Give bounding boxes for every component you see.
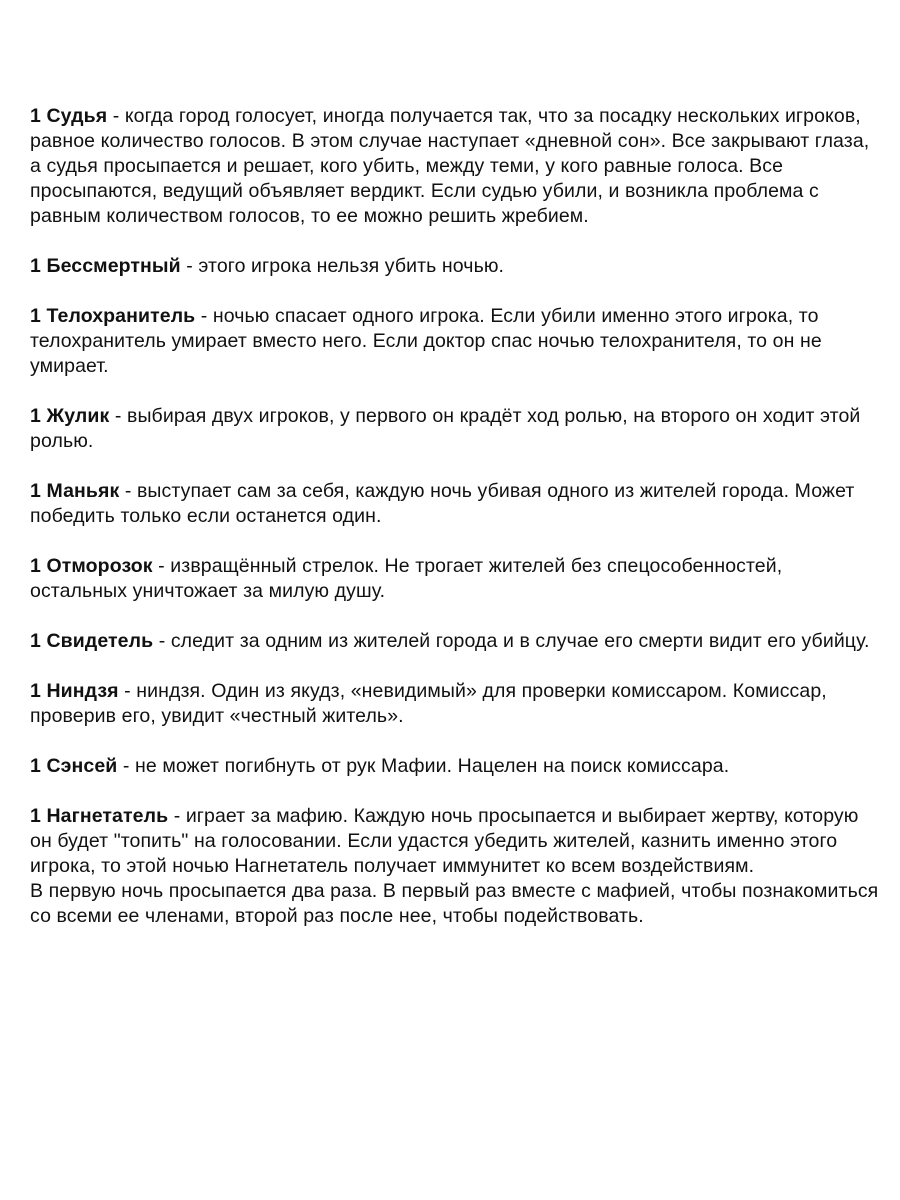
role-description: извращённый стрелок. Не трогает жителей без спецособенностей, остальных уничтожает за милую душу.: [30, 555, 783, 602]
role-title: 1 Судья: [30, 105, 108, 127]
role-description: ниндзя. Один из якудз, «невидимый» для проверки комиссаром. Комиссар, проверив его, увидит «честный житель».: [30, 680, 827, 727]
role-paragraph: 1 Судья - когда город голосует, иногда получается так, что за посадку нескольких игроков, равное количество голосов. В этом случае наступает «дневной сон». Все закрывают глаза, а судья просыпается и решает, кого убить, между теми, у кого равные голоса. Все просыпаются, ведущий объявляет вердикт. Если судью убили, и возникла проблема с равным количеством голосов, то ее можно решить жребием.: [30, 105, 870, 227]
role-title: 1 Отморозок: [30, 555, 153, 577]
role-title: 1 Жулик: [30, 405, 110, 427]
role-description: когда город голосует, иногда получается так, что за посадку нескольких игроков, равное количество голосов. В этом случае наступает «дневной сон». Все закрывают глаза, а судья просыпается и решает, кого убить, между теми, у кого равные голоса. Все просыпаются, ведущий объявляет вердикт. Если судью убили, и возникла проблема с равным количеством голосов, то ее можно решить жребием.: [30, 105, 870, 227]
role-entry-witness: [30, 629, 880, 654]
role-title: 1 Маньяк: [30, 480, 120, 502]
role-paragraph: 1 Телохранитель - ночью спасает одного игрока. Если убили именно этого игрока, то телохранитель умирает вместо него. Если доктор спас ночью телохранителя, то он не умирает.: [30, 305, 822, 377]
role-extra-note: В первую ночь просыпается два раза. В первый раз вместе с мафией, чтобы познакомиться со всеми ее членами, второй раз после нее, чтобы подействовать.: [30, 880, 879, 927]
role-title: 1 Телохранитель: [30, 305, 196, 327]
role-entry-ninja: [30, 679, 880, 729]
role-title: 1 Сэнсей: [30, 755, 118, 777]
role-paragraph: 1 Свидетель - следит за одним из жителей города и в случае его смерти видит его убийцу.: [30, 630, 870, 652]
role-title: 1 Нагнетатель: [30, 805, 169, 827]
role-description: этого игрока нельзя убить ночью.: [198, 255, 505, 277]
role-description: играет за мафию. Каждую ночь просыпается и выбирает жертву, которую он будет "топить" на голосовании. Если удастся убедить жителей, казнить именно этого игрока, то этой ночью Нагнетатель получает иммунитет ко всем воздействиям.: [30, 805, 859, 877]
role-paragraph: 1 Маньяк - выступает сам за себя, каждую ночь убивая одного из жителей города. Может победить только если останется один.: [30, 480, 855, 527]
role-description: выбирая двух игроков, у первого он крадёт ход ролью, на второго он ходит этой ролью.: [30, 405, 861, 452]
role-paragraph: 1 Ниндзя - ниндзя. Один из якудз, «невидимый» для проверки комиссаром. Комиссар, проверив его, увидит «честный житель».: [30, 680, 827, 727]
role-title: 1 Бессмертный: [30, 255, 181, 277]
role-paragraph: 1 Бессмертный - этого игрока нельзя убить ночью.: [30, 255, 505, 277]
role-paragraph: 1 Отморозок - извращённый стрелок. Не трогает жителей без спецособенностей, остальных уничтожает за милую душу.: [30, 555, 783, 602]
role-description: не может погибнуть от рук Мафии. Нацелен на поиск комиссара.: [135, 755, 730, 777]
role-paragraph: 1 Жулик - выбирая двух игроков, у первого он крадёт ход ролью, на второго он ходит этой ролью.: [30, 405, 861, 452]
role-title: 1 Ниндзя: [30, 680, 119, 702]
role-entry-thug: [30, 554, 880, 604]
role-entry-judge: [30, 104, 880, 229]
role-entry-immortal: [30, 254, 880, 279]
role-paragraph: 1 Сэнсей - не может погибнуть от рук Мафии. Нацелен на поиск комиссара.: [30, 755, 730, 777]
role-description: ночью спасает одного игрока. Если убили именно этого игрока, то телохранитель умирает вместо него. Если доктор спас ночью телохранителя, то он не умирает.: [30, 305, 822, 377]
roles-document: [30, 104, 880, 954]
role-description: выступает сам за себя, каждую ночь убивая одного из жителей города. Может победить только если останется один.: [30, 480, 855, 527]
role-entry-instigator: [30, 804, 880, 929]
role-entry-bodyguard: [30, 304, 880, 379]
role-entry-maniac: [30, 479, 880, 529]
role-paragraph: 1 Нагнетатель - играет за мафию. Каждую ночь просыпается и выбирает жертву, которую он будет "топить" на голосовании. Если удастся убедить жителей, казнить именно этого игрока, то этой ночью Нагнетатель получает иммунитет ко всем воздействиям.: [30, 805, 859, 877]
role-entry-crook: [30, 404, 880, 454]
role-entry-sensei: [30, 754, 880, 779]
role-title: 1 Свидетель: [30, 630, 154, 652]
role-description: следит за одним из жителей города и в случае его смерти видит его убийцу.: [170, 630, 870, 652]
